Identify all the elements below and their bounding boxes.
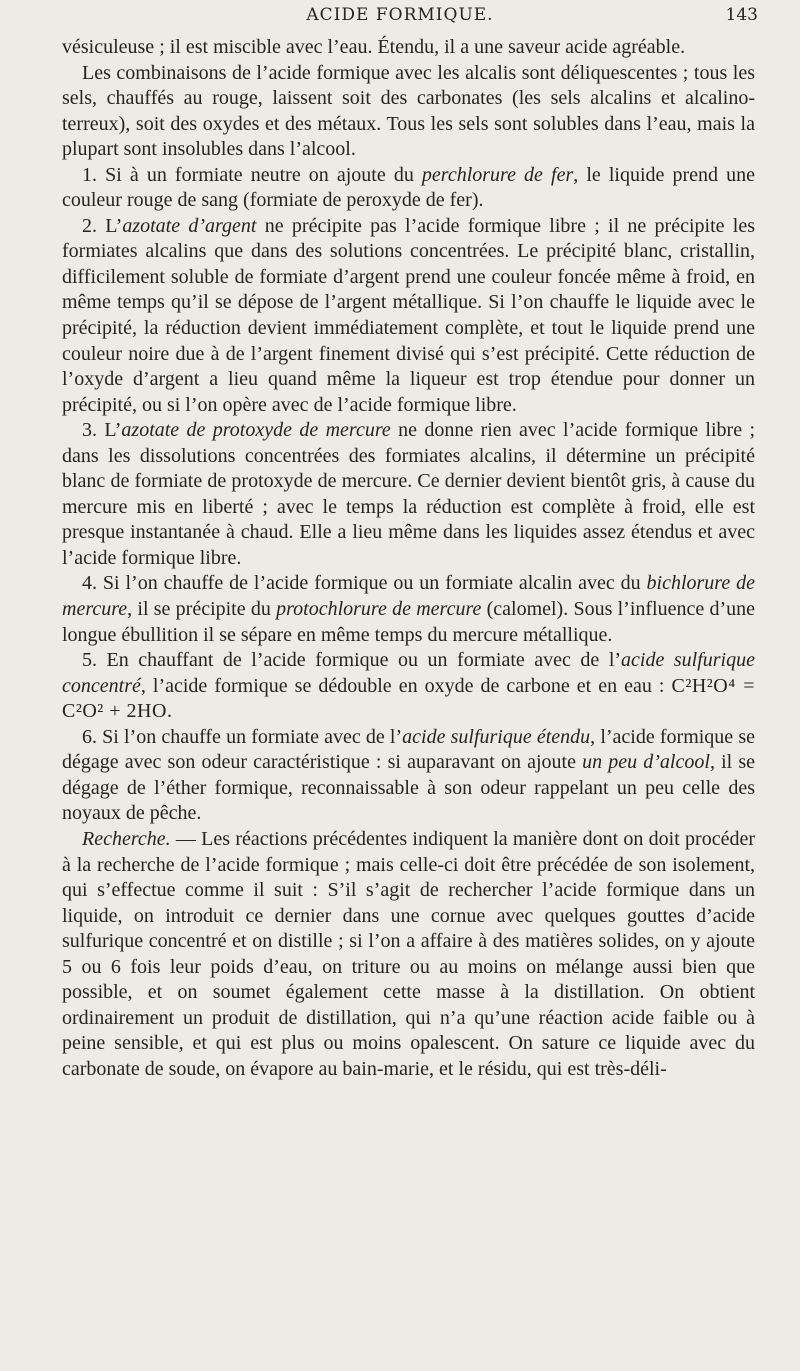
paragraph-text: 6. Si l’on chauffe un formiate avec de l’ (82, 725, 403, 748)
paragraph-text: (calomel). Sous l’influence d’une longue ébullition il se sépare en même temps du mercure métallique. (62, 598, 756, 646)
paragraph-continuation (62, 35, 755, 61)
paragraph-reaction-1 (62, 163, 755, 214)
paragraph-text: , il se précipite du (127, 598, 277, 621)
product-term: protochlorure de mercure (276, 598, 482, 621)
section-heading: Recherche. (82, 827, 171, 850)
paragraph-text: , l’acide formique se dédouble en oxyde de carbone et en eau : (140, 674, 672, 697)
paragraph-reaction-3 (62, 418, 755, 571)
paragraph-text: , l’acide formique se dégage avec son odeur caractéristique : si auparavant on ajoute (62, 725, 755, 774)
paragraph-recherche (62, 827, 755, 1082)
reagent-term: azotate de protoxyde de mercure (121, 419, 391, 442)
paragraph-text: , il se dégage de l’éther formique, reconnaissable à son odeur rappelant un peu celle des noyaux de pêche. (62, 751, 755, 825)
paragraph-text: 2. L’ (82, 214, 123, 237)
paragraph-text: ne précipite pas l’acide formique libre ; il ne précipite les formiates alcalins que dans des solutions concentrées. Le précipité blanc, cristallin, difficilement soluble de formiate d’argent prend une couleur foncée même à froid, en même temps qu’il se dépose de l’argent métallique. Si l’on chauffe le liquide avec le précipité, la réduction devient immédiatement complète, et tout le liquide prend une couleur noire due à de l’argent finement divisé qui s’est précipité. Cette réduction de l’oxyde d’argent a lieu quand même la liqueur est trop étendue pour donner un précipité, ou si l’on opère avec de l’acide formique libre. (62, 214, 755, 416)
paragraph-text: ne donne rien avec l’acide formique libre ; dans les dissolutions concentrées des formiates alcalins, il détermine un précipité blanc de formiate de protoxyde de mercure. Ce dernier devient bientôt gris, à cause du mercure mis en liberté ; avec le temps la réduction est complète à froid, elle est presque instantanée à chaud. Elle a lieu même dans les liquides assez étendus et avec l’acide formique libre. (62, 419, 755, 569)
reagent-term: un peu d’alcool (582, 751, 710, 774)
paragraph-text: 3. L’ (82, 419, 122, 442)
paragraph-reaction-5 (62, 648, 755, 725)
chemical-formula: C²H²O⁴ = C²O² + 2HO. (62, 674, 755, 723)
reagent-term: azotate d’argent (122, 214, 257, 237)
paragraph-text: 4. Si l’on chauffe de l’acide formique ou un formiate alcalin avec du (82, 572, 647, 595)
reagent-term: bichlorure de mercure (62, 572, 755, 621)
body-text (62, 35, 755, 1082)
paragraph-text: 1. Si à un formiate neutre on ajoute du (82, 163, 422, 186)
paragraph-reaction-2 (62, 214, 755, 418)
paragraph-reaction-6 (62, 725, 755, 827)
running-title: ACIDE FORMIQUE. (306, 5, 494, 25)
paragraph-text: , le liquide prend une couleur rouge de sang (formiate de peroxyde de fer). (62, 163, 755, 212)
paragraph-reaction-4 (62, 571, 755, 648)
page-number: 143 (725, 5, 758, 25)
reagent-term: perchlorure de fer (421, 163, 574, 186)
reagent-term: acide sulfurique concentré (62, 649, 755, 697)
running-header (0, 5, 800, 29)
paragraph-text: Les combinaisons de l’acide formique avec les alcalis sont déliquescentes ; tous les sels, chauffés au rouge, laissent soit des carbonates (les sels alcalins et alcalino-terreux), soit des oxydes et des métaux. Tous les sels sont solubles dans l’eau, mais la plupart sont insolubles dans l’alcool. (62, 61, 755, 161)
paragraph-text: 5. En chauffant de l’acide formique ou un formiate avec de l’ (82, 649, 622, 672)
paragraph-text: vésiculeuse ; il est miscible avec l’eau. Étendu, il a une saveur acide agréable. (62, 36, 686, 58)
paragraph-combinaisons (62, 61, 755, 163)
paragraph-text: — Les réactions précédentes indiquent la manière dont on doit procéder à la recherche de l’acide formique ; mais celle-ci doit être précédée de son isolement, qui s’effectue comme il suit : S’il s’agit de rechercher l’acide formique dans un liquide, on introduit ce dernier dans une cornue avec quelques gouttes d’acide sulfurique concentré et on distille ; si l’on a affaire à des matières solides, on y ajoute 5 ou 6 fois leur poids d’eau, on triture ou au moins on mélange aussi bien que possible, et on soumet également cette masse à la distillation. On obtient ordinairement un produit de distillation, qui n’a qu’une réaction acide faible ou à peine sensible, et qui est plus ou moins opalescent. On sature ce liquide avec du carbonate de soude, on évapore au bain-marie, et le résidu, qui est très-déli- (62, 827, 755, 1080)
reagent-term: acide sulfurique étendu (402, 725, 591, 748)
